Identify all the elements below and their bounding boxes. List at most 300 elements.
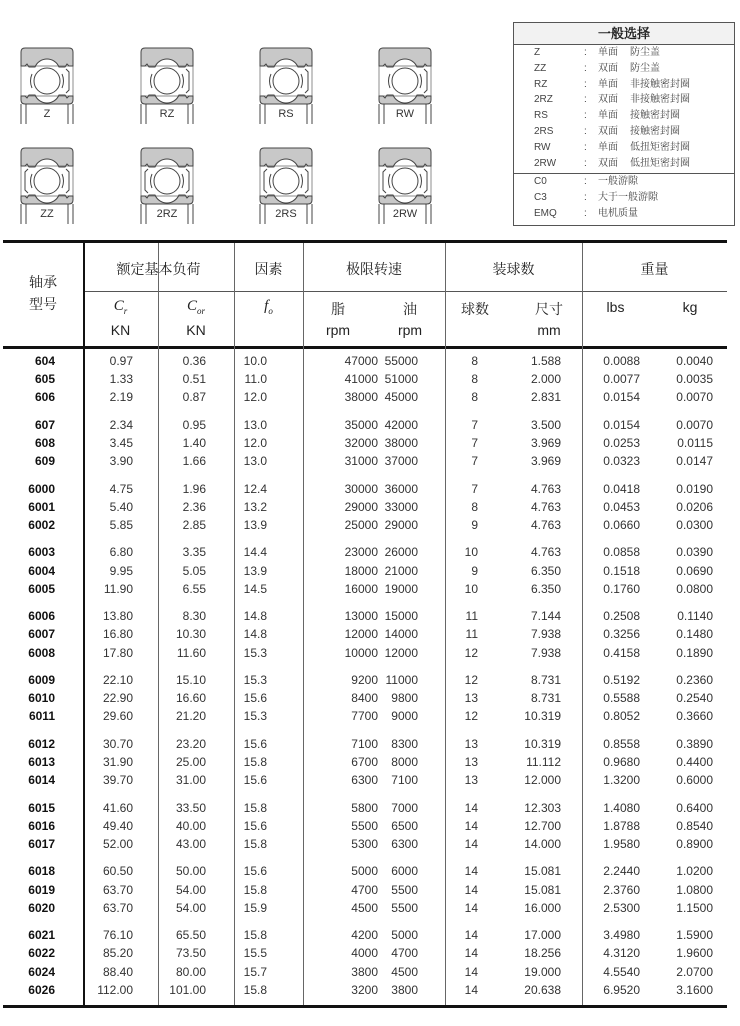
legend-colon: : [584, 207, 587, 219]
symbol-subscript: o [268, 306, 273, 316]
symbol-subscript: or [197, 306, 206, 316]
table-cell: 0.0206 [676, 499, 713, 514]
table-cell: 7100 [351, 736, 378, 751]
bearing-model: 6006 [28, 609, 55, 624]
table-cell: 54.00 [175, 900, 206, 915]
table-cell: 30000 [344, 481, 378, 496]
table-cell: 4700 [351, 882, 378, 897]
table-cell: 15.081 [524, 882, 561, 897]
table-cell: 14 [464, 946, 478, 961]
table-cell: 7700 [351, 709, 378, 724]
table-cell: 73.50 [175, 946, 206, 961]
legend-side: 双面 [598, 62, 618, 74]
legend-colon: : [584, 94, 587, 106]
table-cell: 4500 [391, 964, 418, 979]
table-cell: 5500 [391, 900, 418, 915]
table-cell: 1.96 [182, 481, 206, 496]
bearing-diagram [377, 146, 433, 226]
table-cell: 41000 [344, 372, 378, 387]
table-cell: 7 [471, 481, 478, 496]
legend-code: EMQ [534, 207, 557, 219]
table-cell: 0.36 [182, 354, 206, 368]
table-cell: 40.00 [175, 818, 206, 833]
legend-description: 非接触密封圈 [630, 94, 690, 106]
table-cell: 2.831 [530, 390, 561, 405]
table-cell: 9.95 [109, 563, 133, 578]
bearing-model: 6017 [28, 837, 55, 851]
bearing-model: 608 [34, 436, 55, 450]
table-cell: 18.256 [524, 946, 561, 961]
table-cell: 32000 [344, 436, 378, 450]
bearing-model: 6014 [28, 773, 55, 788]
legend-side: 单面 [598, 47, 618, 58]
table-cell: 7 [471, 436, 478, 450]
table-cell: 15.8 [243, 755, 267, 769]
table-cell: 8 [471, 372, 478, 387]
bearing-type-label: ZZ [40, 208, 54, 220]
table-cell: 0.0390 [676, 545, 713, 560]
bearing-model: 6004 [28, 563, 55, 578]
legend-code: 2RS [534, 125, 554, 137]
bearing-model: 607 [34, 417, 55, 432]
header-f [234, 298, 303, 316]
header-grease-unit: rpm [325, 322, 351, 338]
table-cell: 4.75 [109, 481, 133, 496]
table-cell: 12 [464, 709, 478, 724]
legend-description: 防尘盖 [630, 62, 660, 74]
bearing-model: 604 [34, 354, 55, 368]
table-cell: 14 [464, 928, 478, 943]
bearing-model: 6008 [28, 645, 55, 660]
table-cell: 3800 [351, 964, 378, 979]
table-cell: 0.0300 [676, 518, 713, 532]
legend-colon: : [584, 125, 587, 137]
table-cell: 1.8788 [603, 818, 640, 833]
table-cell: 29.60 [102, 709, 133, 724]
symbol: C [113, 298, 124, 314]
legend-row [514, 140, 734, 156]
table-cell: 0.8558 [603, 736, 640, 751]
table-cell: 3800 [391, 982, 418, 997]
header-oil: 油 [403, 301, 417, 317]
table-cell: 15.3 [243, 673, 267, 687]
table-cell: 55000 [384, 354, 418, 368]
header-ball-size: 尺寸 [535, 301, 563, 317]
table-cell: 3.969 [530, 454, 561, 469]
legend-row [514, 92, 734, 108]
legend-row [514, 124, 734, 140]
table-cell: 31.00 [175, 773, 206, 788]
table-cell: 15.6 [243, 691, 267, 706]
table-cell: 4.763 [530, 518, 561, 532]
table-cell: 0.5192 [603, 673, 640, 687]
bearing-type-label: 2RS [275, 208, 297, 220]
table-cell: 13.0 [243, 454, 267, 469]
table-cell: 8.731 [530, 691, 561, 706]
bearing-model: 6021 [28, 928, 55, 943]
table-cell: 1.3200 [603, 773, 640, 788]
table-cell: 0.3890 [676, 736, 713, 751]
table-cell: 21.20 [175, 709, 206, 724]
table-cell: 0.0070 [676, 417, 713, 432]
table-cell: 4.763 [530, 545, 561, 560]
legend-code: ZZ [534, 62, 547, 74]
legend-colon: : [584, 78, 587, 90]
table-cell: 16.60 [175, 691, 206, 706]
table-cell: 1.66 [182, 454, 206, 469]
bearing-model: 6007 [28, 627, 55, 642]
column-divider [303, 243, 304, 1005]
bearing-model: 6024 [28, 964, 55, 979]
table-cell: 0.0858 [603, 545, 640, 560]
table-cell: 1.4080 [603, 800, 640, 815]
table-cell: 12 [464, 645, 478, 660]
legend-code: RS [534, 110, 548, 122]
bearing-model: 606 [34, 390, 55, 405]
table-cell: 2.36 [182, 499, 206, 514]
table-cell: 22.90 [102, 691, 133, 706]
table-cell: 7.144 [530, 609, 561, 624]
table-cell: 33000 [384, 499, 418, 514]
legend-code: 2RZ [534, 94, 553, 106]
header-cor-unit: KN [186, 322, 206, 338]
table-cell: 15.6 [243, 736, 267, 751]
table-cell: 14 [464, 818, 478, 833]
legend-colon: : [584, 141, 587, 153]
column-divider [158, 243, 159, 1005]
table-cell: 8400 [351, 691, 378, 706]
table-cell: 0.0070 [676, 390, 713, 405]
table-cell: 29000 [384, 518, 418, 532]
table-cell: 14 [464, 864, 478, 879]
table-bottom-rule [3, 1005, 727, 1008]
table-cell: 39.70 [102, 773, 133, 788]
table-cell: 23000 [344, 545, 378, 560]
table-cell: 63.70 [102, 882, 133, 897]
table-cell: 6700 [351, 755, 378, 769]
table-cell: 80.00 [175, 964, 206, 979]
table-cell: 2.0700 [676, 964, 713, 979]
legend-colon: : [584, 47, 587, 58]
table-cell: 14.000 [524, 837, 561, 851]
symbol: f [264, 298, 269, 314]
table-cell: 5.05 [182, 563, 206, 578]
table-cell: 0.0077 [603, 372, 640, 387]
bearing-model: 609 [34, 454, 55, 469]
table-cell: 8.731 [530, 673, 561, 687]
table-cell: 16000 [344, 581, 378, 596]
table-cell: 14 [464, 900, 478, 915]
legend-row [514, 77, 734, 93]
table-cell: 54.00 [175, 882, 206, 897]
bearing-model: 6026 [28, 982, 55, 997]
legend-side: 双面 [598, 157, 618, 169]
table-cell: 10 [464, 581, 478, 596]
table-cell: 15.081 [524, 864, 561, 879]
table-cell: 15.10 [175, 673, 206, 687]
table-cell: 10000 [344, 645, 378, 660]
header-kg: kg [682, 299, 698, 315]
table-cell: 0.0115 [677, 436, 713, 450]
table-cell: 63.70 [102, 900, 133, 915]
legend-extra-row [514, 174, 734, 190]
column-divider [234, 243, 235, 1005]
table-cell: 12.700 [524, 818, 561, 833]
legend-side: 双面 [598, 94, 618, 106]
bearing-model: 6009 [28, 673, 55, 687]
table-cell: 0.87 [182, 390, 206, 405]
table-cell: 0.5588 [603, 691, 640, 706]
table-cell: 18000 [344, 563, 378, 578]
column-divider [445, 243, 446, 1005]
legend-colon: : [584, 62, 587, 74]
table-cell: 6.350 [530, 581, 561, 596]
legend-box [513, 22, 735, 226]
table-cell: 76.10 [102, 928, 133, 943]
table-cell: 15.6 [243, 864, 267, 879]
header-weight: 重量 [640, 261, 669, 277]
bearing-model: 605 [34, 372, 55, 387]
table-cell: 1.588 [530, 354, 561, 368]
table-cell: 4700 [391, 946, 418, 961]
column-divider [83, 243, 85, 1005]
table-cell: 0.0190 [676, 481, 713, 496]
bearing-type-label: RZ [159, 108, 175, 120]
table-cell: 14.8 [243, 627, 267, 642]
table-cell: 5300 [351, 837, 378, 851]
table-cell: 0.0088 [603, 354, 640, 368]
bearing-model: 6013 [28, 755, 55, 769]
legend-colon: : [584, 110, 587, 122]
table-cell: 7.938 [530, 627, 561, 642]
table-cell: 1.33 [109, 372, 133, 387]
table-cell: 13 [464, 755, 478, 769]
table-cell: 0.4158 [603, 645, 640, 660]
table-cell: 4.3120 [603, 946, 640, 961]
table-cell: 8000 [391, 755, 418, 769]
legend-description: 接触密封圈 [630, 125, 680, 137]
table-cell: 29000 [344, 499, 378, 514]
bearing-model: 6003 [28, 545, 55, 560]
table-cell: 88.40 [102, 964, 133, 979]
table-cell: 15.5 [243, 946, 267, 961]
table-cell: 7 [471, 417, 478, 432]
table-cell: 12 [464, 673, 478, 687]
legend-colon: : [584, 157, 587, 169]
table-cell: 15000 [384, 609, 418, 624]
table-cell: 0.1518 [603, 563, 640, 578]
column-divider [582, 243, 583, 1005]
table-cell: 13 [464, 773, 478, 788]
table-cell: 14 [464, 882, 478, 897]
table-cell: 35000 [344, 417, 378, 432]
table-cell: 1.9580 [603, 837, 640, 851]
legend-row [514, 108, 734, 124]
table-cell: 14.4 [243, 545, 267, 560]
table-cell: 5000 [391, 928, 418, 943]
table-cell: 0.0800 [676, 581, 713, 596]
legend-code: Z [534, 47, 541, 58]
table-cell: 6.9520 [603, 982, 640, 997]
table-cell: 0.4400 [676, 755, 713, 769]
table-cell: 4000 [351, 946, 378, 961]
table-cell: 6300 [391, 837, 418, 851]
top-rule [3, 240, 727, 243]
table-cell: 17.000 [524, 928, 561, 943]
table-cell: 10.0 [243, 354, 267, 368]
table-cell: 11.0 [244, 372, 267, 387]
bearing-diagram [139, 46, 195, 126]
table-cell: 0.0690 [676, 563, 713, 578]
table-cell: 45000 [384, 390, 418, 405]
bearing-type-label: 2RZ [156, 208, 178, 220]
table-cell: 10.30 [175, 627, 206, 642]
table-cell: 12.4 [243, 481, 267, 496]
header-factor: 因素 [254, 261, 283, 277]
table-cell: 2.2440 [603, 864, 640, 879]
bearing-model: 6012 [28, 736, 55, 751]
bearing-model: 6022 [28, 946, 55, 961]
table-cell: 15.8 [243, 800, 267, 815]
table-cell: 19.000 [524, 964, 561, 979]
header-ball-size-unit: mm [537, 322, 561, 338]
table-cell: 0.95 [182, 417, 206, 432]
table-cell: 33.50 [175, 800, 206, 815]
table-cell: 13.2 [243, 499, 267, 514]
table-cell: 8 [471, 499, 478, 514]
table-cell: 0.1760 [603, 581, 640, 596]
table-cell: 6000 [391, 864, 418, 879]
table-cell: 0.6400 [676, 800, 713, 815]
table-cell: 1.40 [182, 436, 206, 450]
table-cell: 4.5540 [603, 964, 640, 979]
legend-side: 单面 [598, 78, 618, 90]
table-cell: 12.0 [243, 436, 267, 450]
legend-description: 非接触密封圈 [630, 78, 690, 90]
table-cell: 41.60 [102, 800, 133, 815]
table-cell: 10 [464, 545, 478, 560]
table-cell: 43.00 [175, 837, 206, 851]
table-cell: 3.45 [109, 436, 133, 450]
table-cell: 3.35 [182, 545, 206, 560]
table-cell: 60.50 [102, 864, 133, 879]
table-cell: 0.3660 [676, 709, 713, 724]
table-cell: 0.0253 [603, 436, 640, 450]
legend-row [514, 45, 734, 61]
bearing-diagram [19, 146, 75, 226]
table-cell: 2.85 [182, 518, 206, 532]
table-cell: 15.8 [243, 882, 267, 897]
table-cell: 0.1140 [677, 609, 713, 624]
table-cell: 16.80 [102, 627, 133, 642]
table-cell: 13 [464, 736, 478, 751]
bearing-type-label: 2RW [392, 208, 418, 220]
table-cell: 11.60 [176, 645, 206, 660]
table-cell: 101.00 [169, 982, 206, 997]
table-cell: 6300 [351, 773, 378, 788]
bearing-model: 6020 [28, 900, 55, 915]
table-cell: 21000 [384, 563, 418, 578]
table-cell: 8 [471, 354, 478, 368]
table-cell: 2.5300 [603, 900, 640, 915]
legend-description: 接触密封圈 [630, 110, 680, 122]
legend-title: 一般选择 [514, 23, 734, 45]
table-cell: 14 [464, 837, 478, 851]
bearing-model: 6000 [28, 481, 55, 496]
table-cell: 26000 [384, 545, 418, 560]
table-cell: 15.6 [243, 818, 267, 833]
table-cell: 15.3 [243, 645, 267, 660]
table-cell: 22.10 [102, 673, 133, 687]
table-cell: 5.85 [109, 518, 133, 532]
legend-code: RW [534, 141, 551, 153]
bearing-diagram [19, 46, 75, 126]
table-cell: 5000 [351, 864, 378, 879]
symbol: C [186, 298, 197, 314]
table-cell: 49.40 [102, 818, 133, 833]
table-cell: 6.80 [109, 545, 133, 560]
table-cell: 0.2360 [676, 673, 713, 687]
bearing-type-label: RS [278, 108, 294, 120]
table-cell: 7 [471, 454, 478, 469]
legend-description: 低扭矩密封圈 [630, 157, 690, 169]
table-cell: 14.5 [243, 581, 267, 596]
bearing-diagram [258, 46, 314, 126]
table-cell: 13.0 [243, 417, 267, 432]
table-cell: 42000 [384, 417, 418, 432]
table-cell: 6.55 [182, 581, 206, 596]
table-cell: 47000 [344, 354, 378, 368]
bearing-model: 6018 [28, 864, 55, 879]
table-cell: 36000 [384, 481, 418, 496]
table-cell: 11.90 [103, 581, 133, 596]
table-cell: 7000 [391, 800, 418, 815]
table-cell: 4.763 [530, 481, 561, 496]
table-cell: 25.00 [175, 755, 206, 769]
table-cell: 51000 [384, 372, 418, 387]
table-cell: 9 [471, 563, 478, 578]
table-cell: 0.8540 [676, 818, 713, 833]
table-cell: 13.80 [102, 609, 133, 624]
table-cell: 0.0040 [676, 354, 713, 368]
legend-row [514, 61, 734, 77]
table-cell: 13.9 [243, 518, 267, 532]
table-cell: 15.6 [243, 773, 267, 788]
table-cell: 0.2540 [676, 691, 713, 706]
table-cell: 11.112 [526, 755, 561, 769]
legend-code: 2RW [534, 157, 557, 169]
table-cell: 8 [471, 390, 478, 405]
table-cell: 0.0453 [603, 499, 640, 514]
table-cell: 15.8 [243, 928, 267, 943]
table-cell: 25000 [344, 518, 378, 532]
table-cell: 7100 [391, 773, 418, 788]
table-cell: 52.00 [102, 837, 133, 851]
header-lbs: lbs [606, 299, 625, 315]
legend-side: 双面 [598, 125, 618, 137]
table-cell: 23.20 [175, 736, 206, 751]
table-cell: 2.3760 [603, 882, 640, 897]
table-cell: 38000 [344, 390, 378, 405]
table-cell: 5500 [351, 818, 378, 833]
table-cell: 0.1480 [676, 627, 713, 642]
table-cell: 1.0800 [676, 882, 713, 897]
table-cell: 14 [464, 964, 478, 979]
table-cell: 1.9600 [676, 946, 713, 961]
legend-colon: : [584, 176, 587, 188]
header-cr-unit: KN [110, 322, 131, 338]
legend-side: 单面 [598, 141, 618, 153]
